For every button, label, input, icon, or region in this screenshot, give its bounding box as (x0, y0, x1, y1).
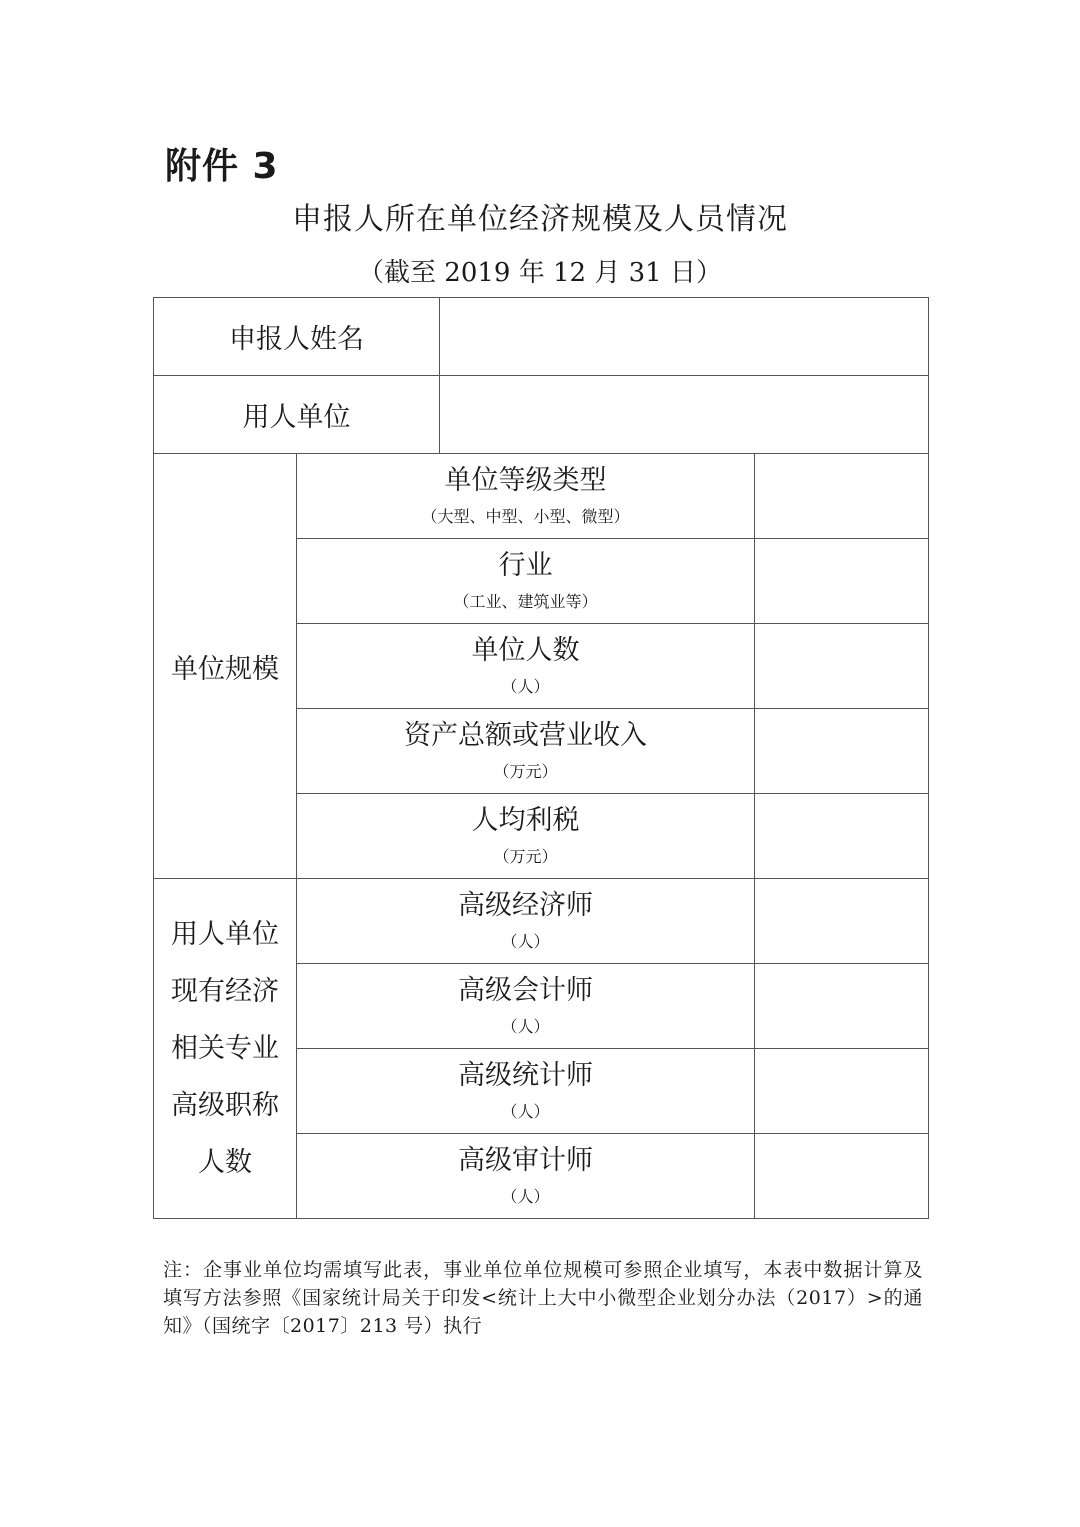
industry-note: （工业、建筑业等） (453, 592, 598, 611)
employer-field[interactable] (440, 376, 929, 454)
profit-tax-label (297, 794, 755, 879)
unit-grade-label (297, 454, 755, 539)
scale-group-text: 单位规模 (171, 653, 279, 685)
senior-economist-field[interactable] (755, 879, 929, 964)
table-row (154, 376, 929, 454)
employer-text: 用人单位 (242, 402, 351, 433)
page-subtitle: （截至 2019 年 12 月 31 日） (358, 258, 722, 288)
senior-title-group-line: 用人单位 (171, 919, 279, 950)
senior-economist-note: （人） (501, 932, 550, 951)
senior-economist-label (297, 879, 755, 964)
senior-accountant-title: 高级会计师 (458, 975, 593, 1006)
applicant-name-field[interactable] (440, 298, 929, 376)
employer-label (154, 376, 440, 454)
unit-grade-note: （大型、中型、小型、微型） (421, 507, 630, 526)
senior-statistician-title: 高级统计师 (458, 1060, 593, 1091)
unit-grade-title: 单位等级类型 (444, 465, 607, 496)
headcount-title: 单位人数 (471, 635, 580, 666)
senior-statistician-note: （人） (501, 1102, 550, 1121)
unit-grade-field[interactable] (755, 454, 929, 539)
industry-label (297, 539, 755, 624)
senior-title-group-line: 人数 (198, 1147, 252, 1178)
table-row (154, 454, 929, 539)
attachment-label: 附件 3 (165, 146, 279, 187)
senior-accountant-label (297, 964, 755, 1049)
industry-title: 行业 (498, 550, 553, 581)
table-row (154, 298, 929, 376)
senior-auditor-note: （人） (501, 1187, 550, 1206)
senior-statistician-label (297, 1049, 755, 1134)
senior-title-group-label (154, 879, 297, 1219)
scale-group-label (154, 454, 297, 879)
assets-revenue-title: 资产总额或营业收入 (404, 720, 647, 751)
senior-accountant-field[interactable] (755, 964, 929, 1049)
senior-economist-title: 高级经济师 (458, 890, 593, 921)
page-title: 申报人所在单位经济规模及人员情况 (292, 202, 788, 237)
table-row (154, 879, 929, 964)
senior-title-group-line: 现有经济 (171, 976, 279, 1007)
headcount-field[interactable] (755, 624, 929, 709)
applicant-name-text: 申报人姓名 (229, 324, 364, 355)
footnote: 注：企事业单位均需填写此表，事业单位单位规模可参照企业填写，本表中数据计算及填写方法参照《国家统计局关于印发<统计上大中小微型企业划分办法（2017）>的通知》（国统字〔2017〕213 号）执行 (163, 1259, 923, 1337)
profit-tax-note: （万元） (493, 847, 558, 866)
assets-revenue-note: （万元） (493, 762, 558, 781)
industry-field[interactable] (755, 539, 929, 624)
senior-auditor-title: 高级审计师 (458, 1145, 593, 1176)
headcount-label (297, 624, 755, 709)
profit-tax-title: 人均利税 (471, 805, 580, 836)
senior-auditor-field[interactable] (755, 1134, 929, 1219)
applicant-name-label (154, 298, 440, 376)
headcount-note: （人） (501, 677, 550, 696)
senior-title-group-line: 相关专业 (171, 1033, 279, 1064)
assets-revenue-label (297, 709, 755, 794)
info-table (153, 297, 929, 1219)
senior-title-group-line: 高级职称 (171, 1090, 279, 1121)
senior-auditor-label (297, 1134, 755, 1219)
profit-tax-field[interactable] (755, 794, 929, 879)
senior-statistician-field[interactable] (755, 1049, 929, 1134)
assets-revenue-field[interactable] (755, 709, 929, 794)
senior-accountant-note: （人） (501, 1017, 550, 1036)
